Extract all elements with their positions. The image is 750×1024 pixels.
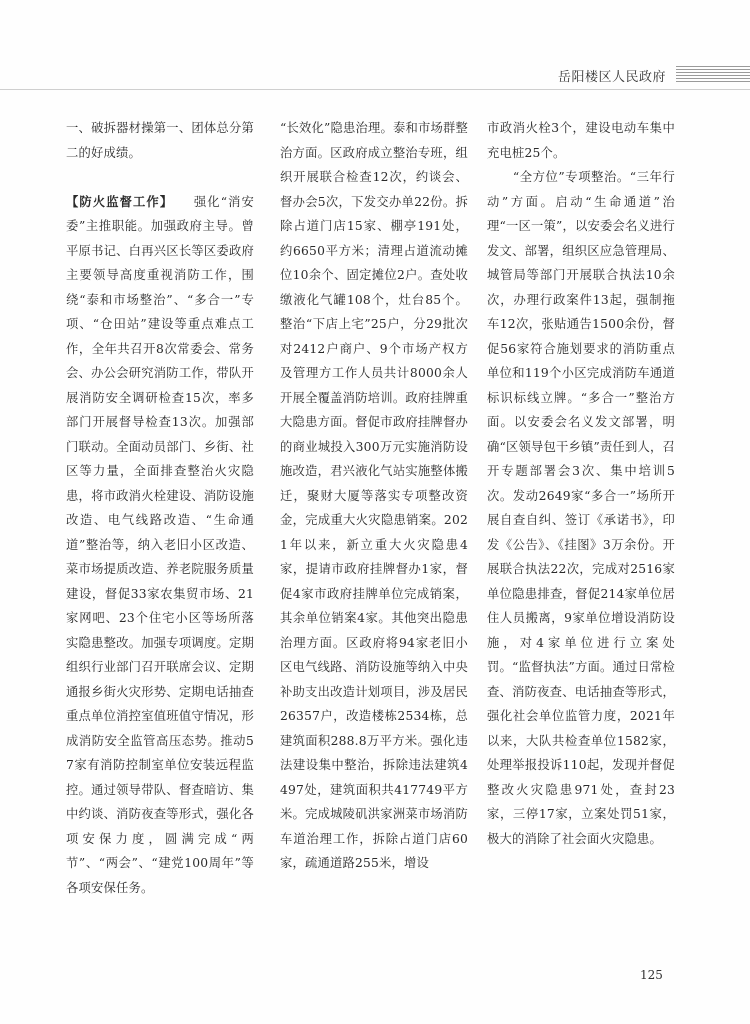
paragraph <box>487 165 675 851</box>
page-number: 125 <box>640 968 663 982</box>
section-heading: 【防火监督工作】 <box>66 194 168 209</box>
text-column-3 <box>487 116 675 851</box>
paragraph <box>66 190 254 901</box>
paragraph: 一、破拆器材操第一、团体总分第二的好成绩。 <box>66 121 254 160</box>
paragraph-text: 强化“消安委”主推职能。加强政府主导。曾平原书记、白再兴区长等区委政府主要领导高度重视消防工作，围绕“泰和市场整治”、“多合一”专项、“仓田站”建设等重点难点工作，全年共召开8次常委会、常务会、办公会研究消防工作，带队开展消防安全调研检查15次，率多部门开展督导检查13次。加强部门联动。全面动员部门、乡街、社区等力量，全面排查整治火灾隐患，将市政消火栓建设、消防设施改造、电气线路改造、“生命通道”整治等，纳入老旧小区改造、菜市场提质改造、养老院服务质量建设，督促33家农集贸市场、21家网吧、23个住宅小区等场所落实隐患整改。加强专项调度。定期组织行业部门召开联席会议、定期通报乡街火灾形势、定期电话抽查重点单位消控室值班值守情况，形成消防安全监管高压态势。推动57家有消防控制室单位安装远程监控。通过领导带队、督查暗访、集中约谈、消防夜查等形式，强化各项安保力度，圆满完成“两节”、“两会”、“建党100周年”等各项安保任务。 <box>66 194 254 895</box>
paragraph: 市政消火栓3个，建设电动车集中充电桩25个。 <box>487 121 675 160</box>
text-column-1 <box>66 116 254 900</box>
header-title: 岳阳楼区人民政府 <box>557 70 666 85</box>
header-rule <box>0 89 750 90</box>
header-decoration <box>676 66 750 84</box>
text-column-2 <box>280 116 468 876</box>
page-header <box>0 58 750 88</box>
paragraph: “长效化”隐患治理。泰和市场群整治方面。区政府成立整治专班，组织开展联合检查12次，约谈会、督办会5次，下发交办单22份。拆除占道门店15家、棚亭191处，约6650平方米；清理占道流动摊位10余个、固定摊位2户。查处收缴液化气罐108个，灶台85个。整治“下店上宅”25户，分29批次对2412户商户、9个市场产权方及管理方工作人员共计8000余人开展全覆盖消防培训。政府挂牌重大隐患方面。督促市政府挂牌督办的商业城投入300万元实施消防设施改造，君兴液化气站实施整体搬迁，聚财大厦等落实专项整改资金，完成重大火灾隐患销案。2021年以来，新立重大火灾隐患4家，提请市政府挂牌督办1家，督促4家市政府挂牌单位完成销案，其余单位销案4家。其他突出隐患治理方面。区政府将94家老旧小区电气线路、消防设施等纳入中央补助支出改造计划项目，涉及居民26357户，改造楼栋2534栋，总建筑面积288.8万平方米。强化违法建设集中整治，拆除违法建筑4497处，建筑面积共417749平方米。完成城陵矶洪家洲菜市场消防车道治理工作，拆除占道门店60家，疏通道路255米，增设 <box>280 121 468 870</box>
paragraph-text: “全方位”专项整治。“三年行动”方面。启动“生命通道”治理“一区一策”，以安委会名义进行发文、部署，组织区应急管理局、城管局等部门开展联合执法10余次，办理行政案件13起，强制拖车12次，张贴通告1500余份，督促56家符合施划要求的消防重点单位和119个小区完成消防车通道标识标线立牌。“多合一”整治方面。以安委会名义发文部署，明确“区领导包干乡镇”责任到人，召开专题部署会3次、集中培训5次。发动2649家“多合一”场所开展自查自纠、签订《承诺书》，印发《公告》、《挂图》3万余份。开展联合执法22次，完成对2516家单位隐患排查，督促214家单位居住人员搬离，9家单位增设消防设施，对4家单位进行立案处罚。“监督执法”方面。通过日常检查、消防夜查、电话抽查等形式，强化社会单位监管力度，2021年以来，大队共检查单位1582家，处理举报投诉110起，发现并督促整改火灾隐患971处，查封23家，三停17家，立案处罚51家，极大的消除了社会面火灾隐患。 <box>487 170 675 846</box>
